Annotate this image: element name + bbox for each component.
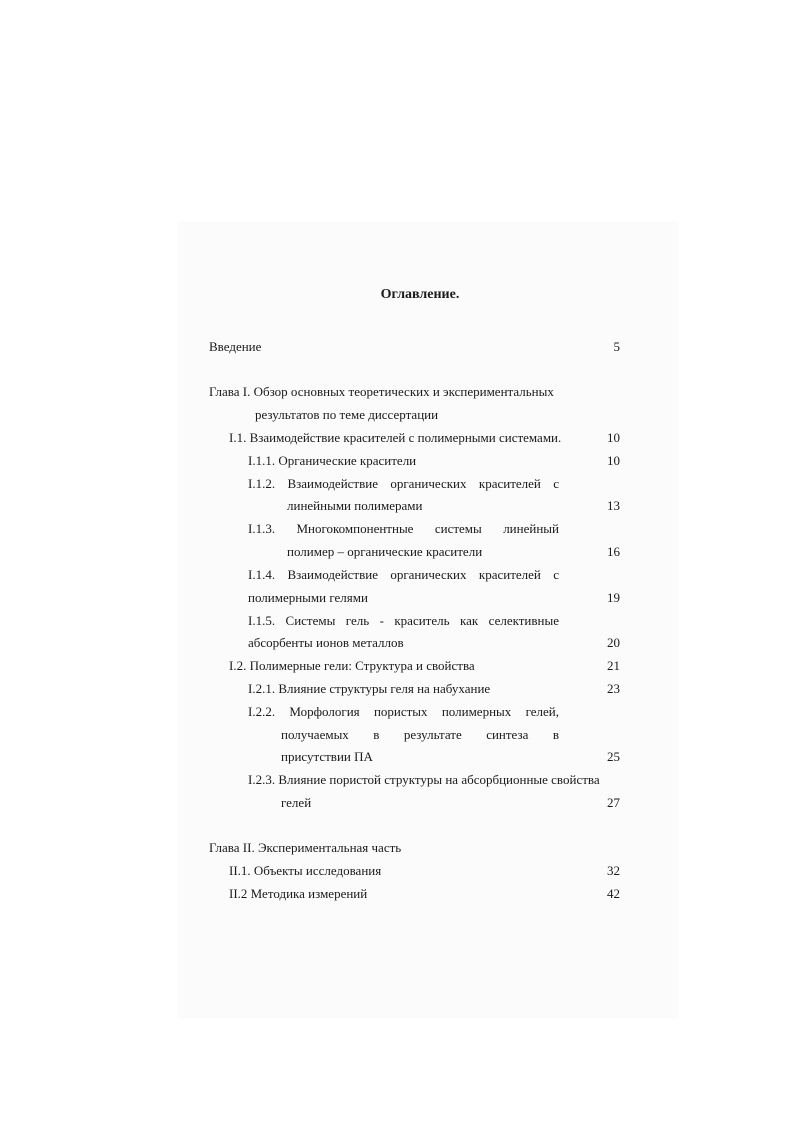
toc-entry-1-2-2-line1: I.2.2. Морфология пористых полимерных гелей,	[248, 704, 559, 719]
toc-entry-1-2-2-line2: получаемых в результате синтеза в	[281, 727, 559, 742]
toc-page-1-2: 21	[607, 658, 620, 673]
toc-chapter2: Глава II. Экспериментальная часть	[209, 840, 402, 855]
toc-page-1-2-2: 25	[607, 749, 620, 764]
toc-entry-2-2: II.2 Методика измерений	[229, 886, 368, 901]
toc-page-1-1-3: 16	[607, 544, 620, 559]
toc-page-2-2: 42	[607, 886, 620, 901]
toc-entry-1-1: I.1. Взаимодействие красителей с полимерными системами.	[229, 430, 562, 445]
toc-page-1-1: 10	[607, 430, 620, 445]
toc-entry-1-1-3-line2: полимер – органические красители	[287, 544, 483, 559]
toc-entry-1-1-4-line1: I.1.4. Взаимодействие органических красителей с	[248, 567, 559, 582]
toc-entry-1-2-3-line1: I.2.3. Влияние пористой структуры на абсорбционные свойства	[248, 772, 600, 787]
toc-page-1-1-1: 10	[607, 453, 620, 468]
toc-page-1-2-1: 23	[607, 681, 620, 696]
toc-page-1-1-2: 13	[607, 498, 620, 513]
toc-chapter1-line1: Глава I. Обзор основных теоретических и экспериментальных	[209, 384, 554, 399]
toc-entry-1-1-5-line2: абсорбенты ионов металлов	[248, 635, 404, 650]
toc-chapter1-line2: результатов по теме диссертации	[255, 407, 439, 422]
toc-page-intro: 5	[613, 339, 620, 354]
toc-entry-2-1: II.1. Объекты исследования	[229, 863, 382, 878]
page-title: Оглавление.	[380, 287, 460, 302]
toc-page-2-1: 32	[607, 863, 620, 878]
toc-entry-1-1-1: I.1.1. Органические красители	[248, 453, 417, 468]
toc-entry-1-2: I.2. Полимерные гели: Структура и свойства	[229, 658, 475, 673]
toc-entry-1-1-2-line1: I.1.2. Взаимодействие органических красителей с	[248, 476, 559, 491]
toc-entry-1-2-3-line2: гелей	[281, 795, 312, 810]
toc-entry-1-1-5-line1: I.1.5. Системы гель - краситель как селективные	[248, 613, 559, 628]
toc-entry-1-2-1: I.2.1. Влияние структуры геля на набухание	[248, 681, 491, 696]
toc-page-1-2-3: 27	[607, 795, 620, 810]
toc-page-1-1-5: 20	[607, 635, 620, 650]
toc-entry-1-1-3-line1: I.1.3. Многокомпонентные системы линейный	[248, 521, 559, 536]
toc-entry-1-2-2-line3: присутствии ПА	[281, 749, 373, 764]
toc-page-1-1-4: 19	[607, 590, 620, 605]
toc-entry-1-1-2-line2: линейными полимерами	[287, 498, 423, 513]
toc-entry-intro: Введение	[209, 339, 262, 354]
toc-entry-1-1-4-line2: полимерными гелями	[248, 590, 368, 605]
